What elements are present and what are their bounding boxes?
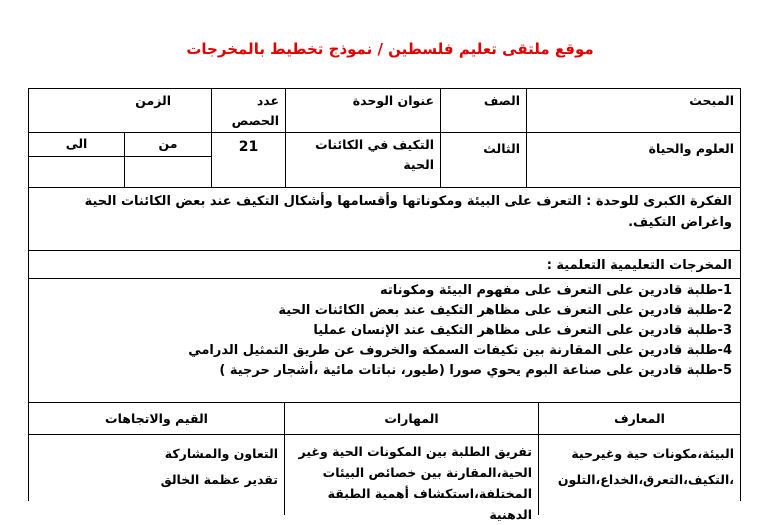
page-title: موقع ملتقى تعليم فلسطين / نموذج تخطيط بالمخرجات [186,40,594,58]
outcome-item: 1-طلبة قادرين على التعرف على مفهوم البيئة ومكوناته [379,283,732,298]
subject-header-label: المبحث [689,93,734,108]
big-idea-row [29,187,740,251]
values-cell [29,435,284,515]
grade-header [440,89,526,132]
values-header [29,403,284,434]
outcome-item: 2-طلبة قادرين على التعرف على مظاهر التكيف عند بعض الكائنات الحية [278,303,732,318]
skills-cell [284,435,538,522]
columns-header-row [29,403,740,435]
subject-header [526,89,740,132]
periods-header-label: عدد الحصص [231,93,279,128]
grade-value-text: الثالث [483,141,520,156]
big-idea-text: الفكرة الكبرى للوحدة : التعرف على البيئة ومكوناتها وأقسامها وأشكال التكيف عند بعض الكائنات الحية واغراض التكيف. [84,194,732,230]
time-header-label: الزمن [135,93,171,108]
outcome-item: 5-طلبة قادرين على صناعة البوم يحوي صورا (طيور، نباتات مائية ،أشجار حرجية ) [219,363,732,378]
knowledge-cell [538,435,740,515]
from-cell [124,133,211,157]
skills-line: المختلفة،استكشاف أهمية الطبقة الدهنية [327,486,532,522]
subject-value [526,133,740,187]
skills-header [284,403,538,434]
values-row [29,133,740,187]
outcome-item: 3-طلبة قادرين على التعرف على مظاهر التكيف عند الإنسان عمليا [313,323,732,338]
outcomes-label: المخرجات التعليمية التعلمية : [546,258,732,273]
outcomes-row [29,279,740,403]
unit-header [285,89,440,132]
knowledge-header [538,403,740,434]
unit-header-label: عنوان الوحدة [352,93,434,108]
to-label: الى [65,136,88,151]
grade-header-label: الصف [483,93,520,108]
subject-value-text: العلوم والحياة [648,141,734,156]
periods-value [211,133,285,187]
skills-line: الحية،المقارنة بين خصائص البيئات [322,465,532,480]
knowledge-line: ،التكيف،التعرق،الخداع،التلون [557,472,734,487]
time-header [29,89,211,132]
values-header-label: القيم والاتجاهات [105,411,208,426]
outcomes-label-row [29,251,740,279]
skills-header-label: المهارات [384,411,439,426]
grade-value [440,133,526,187]
to-cell [29,133,124,157]
planning-table [28,88,741,522]
from-label: من [158,136,178,151]
unit-value [285,133,440,187]
knowledge-line: البيئة،مكونات حية وغيرحية [571,446,734,461]
unit-value-text: التكيف في الكائنات الحية [315,137,434,172]
outcomes-list [29,279,740,402]
columns-content-row [29,435,740,522]
periods-value-text: 21 [238,139,259,155]
outcome-item: 4-طلبة قادرين على المقارنة بين تكيفات السمكة والخروف عن طريق التمثيل الدرامي [188,343,732,358]
values-line: التعاون والمشاركة [164,446,278,461]
header-row [29,89,740,133]
skills-line: تفريق الطلبة بين المكونات الحية وغير [298,444,532,459]
values-line: تقدير عظمة الخالق [160,472,278,487]
knowledge-header-label: المعارف [614,411,665,426]
periods-header [211,89,285,132]
from-value-cell [124,157,211,187]
